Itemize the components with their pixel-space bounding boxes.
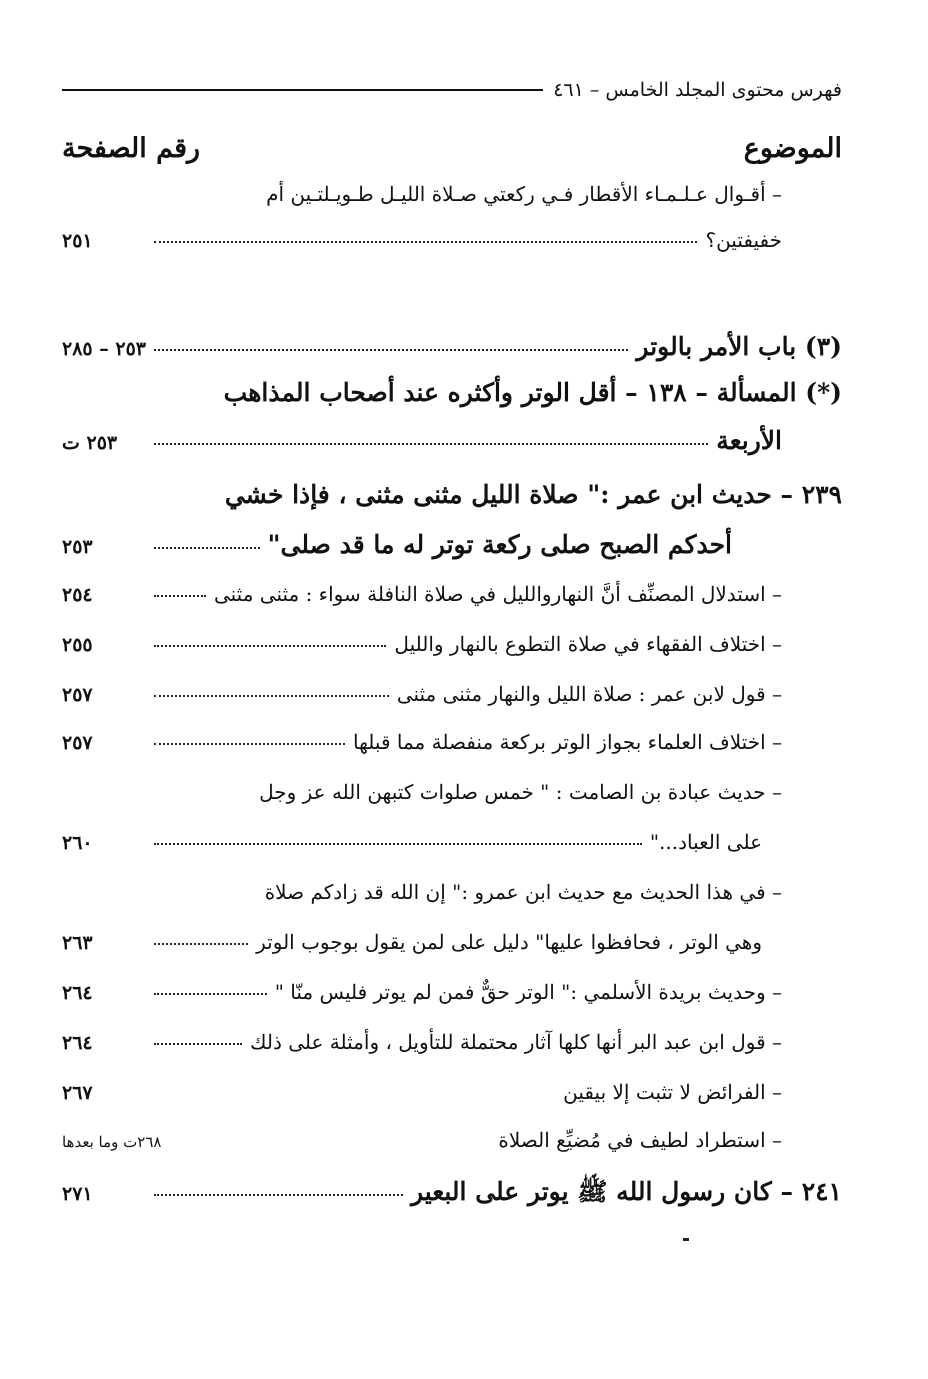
- index-entry: [62, 880, 842, 904]
- index-entry: [62, 1030, 842, 1054]
- entry-text: ٢٤١ – كان رسول الله ﷺ يوتر على البعير: [410, 1177, 842, 1206]
- entry-page: ٢٥٥: [62, 634, 93, 656]
- entry-text: وهي الوتر ، فحافظوا عليها" دليل على لمن يقول بوجوب الوتر: [256, 930, 762, 954]
- index-entry: [62, 182, 842, 206]
- entry-text: (*) المسألة – ١٣٨ – أقل الوتر وأكثره عند أصحاب المذاهب: [223, 378, 842, 407]
- index-entry: [62, 682, 842, 706]
- entry-text: أحدكم الصبح صلى ركعة توتر له ما قد صلى": [267, 530, 732, 559]
- dot-leader: [154, 443, 708, 445]
- entry-text: ٢٣٩ – حديث ابن عمر :" صلاة الليل مثنى مثنى ، فإذا خشي: [224, 480, 842, 509]
- dot-leader: [154, 645, 386, 647]
- entry-page: ٢٦٠: [62, 832, 93, 854]
- entry-page: ٢٥٣ ت: [62, 432, 118, 454]
- entry-text: الأربعة: [716, 426, 782, 455]
- index-entry: [62, 1176, 842, 1213]
- entry-page: ٢٥٣ – ٢٨٥: [62, 338, 146, 360]
- entry-text: – استدلال المصنِّف أنَّ النهاروالليل في صلاة النافلة سواء : مثنى مثنى: [213, 582, 782, 606]
- index-entry: [62, 378, 842, 407]
- entry-text: – قول لابن عمر : صلاة الليل والنهار مثنى مثنى: [396, 682, 782, 706]
- dot-leader: [154, 843, 642, 845]
- dot-leader: [154, 1043, 242, 1045]
- dot-leader: [154, 993, 267, 995]
- index-entry: [62, 980, 842, 1004]
- index-entry: [62, 830, 842, 854]
- entry-text: – قول ابن عبد البر أنها كلها آثار محتملة للتأويل ، وأمثلة على ذلك: [250, 1030, 782, 1054]
- entry-text: – أقـوال عـلـمـاء الأقطار فـي ركعتي صـلاة الليـل طـويـلتـين أم: [266, 182, 782, 206]
- entry-page: ٢٦٧: [62, 1082, 93, 1104]
- entry-page: ٢٦٤: [62, 982, 93, 1004]
- index-entry: [62, 228, 842, 252]
- entry-text: – استطراد لطيف في مُضيِّع الصلاة: [498, 1128, 782, 1152]
- entry-page: ٢٧١: [62, 1183, 93, 1205]
- print-speck: [683, 1238, 689, 1241]
- entry-text: – في هذا الحديث مع حديث ابن عمرو :" إن الله قد زادكم صلاة: [264, 880, 782, 904]
- index-entry: [62, 780, 842, 804]
- dot-leader: [154, 743, 345, 745]
- entry-text: (٣) باب الأمر بالوتر: [636, 332, 842, 361]
- index-entry: [62, 530, 842, 559]
- index-entry: [62, 426, 842, 455]
- column-headings: [62, 128, 842, 168]
- entry-text: على العباد...": [649, 830, 762, 854]
- index-entry: [62, 632, 842, 656]
- dot-leader: [154, 547, 260, 549]
- entry-page: ٢٥٤: [62, 584, 93, 606]
- entry-text: – الفرائض لا تثبت إلا بيقين: [563, 1080, 782, 1104]
- index-entry: [62, 1128, 842, 1152]
- dot-leader: [154, 1194, 403, 1196]
- index-entry: [62, 480, 842, 509]
- entry-page: ٢٦٨ت وما بعدها: [62, 1133, 162, 1151]
- header-rule: [62, 89, 543, 91]
- entry-page: ٢٥٣: [62, 536, 93, 558]
- page-number-heading: رقم الصفحة: [62, 132, 201, 164]
- entry-text: – اختلاف الفقهاء في صلاة التطوع بالنهار والليل: [394, 632, 782, 656]
- entry-text: – اختلاف العلماء بجواز الوتر بركعة منفصلة مما قبلها: [352, 730, 782, 754]
- entry-text: خفيفتين؟: [705, 228, 782, 252]
- index-entry: [62, 930, 842, 954]
- index-entry: [62, 730, 842, 754]
- entry-page: ٢٦٣: [62, 932, 93, 954]
- entry-text: – وحديث بريدة الأسلمي :" الوتر حقٌّ فمن لم يوتر فليس منّا ": [274, 980, 782, 1004]
- dot-leader: [154, 943, 248, 945]
- entry-page: ٢٥٧: [62, 684, 93, 706]
- index-entry: [62, 582, 842, 606]
- dot-leader: [154, 595, 206, 597]
- dot-leader: [154, 349, 628, 351]
- entry-page: ٢٥١: [62, 230, 93, 252]
- dot-leader: [154, 695, 389, 697]
- index-entry: [62, 332, 842, 361]
- entry-text: – حديث عبادة بن الصامت : " خمس صلوات كتبهن الله عز وجل: [259, 780, 782, 804]
- entry-page: ٢٦٤: [62, 1032, 93, 1054]
- topic-heading: الموضوع: [743, 132, 842, 164]
- dot-leader: [154, 241, 697, 243]
- running-header: [62, 70, 842, 110]
- index-entry: [62, 1080, 842, 1104]
- header-title: فهرس محتوى المجلد الخامس – ٤٦١: [553, 79, 842, 101]
- entry-page: ٢٥٧: [62, 732, 93, 754]
